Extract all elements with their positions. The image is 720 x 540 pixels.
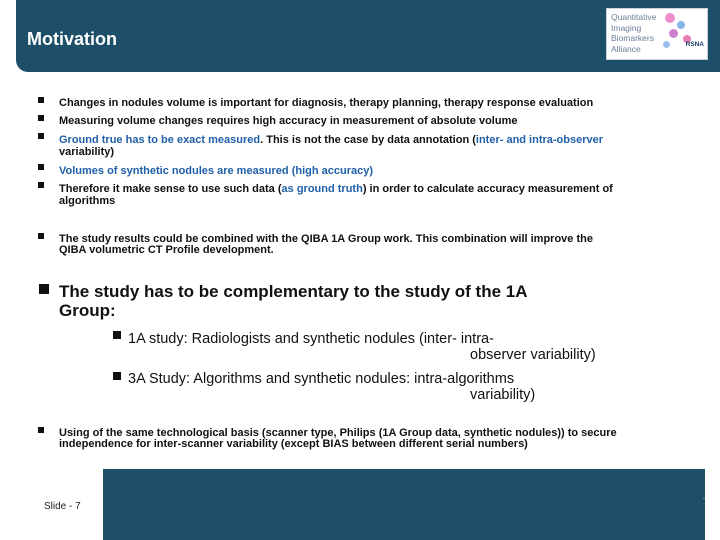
logo-dot-icon [677, 21, 685, 29]
bullet-text: Volumes of synthetic nodules are measured (high accuracy) [59, 165, 373, 177]
bullet-text-part: . This is not the case by data annotation ( [260, 134, 476, 146]
sub-point-text-continued: observer variability) [470, 347, 596, 363]
sub-bullet-marker [113, 372, 121, 380]
rsna-badge: RSNA [685, 41, 704, 48]
bullet-marker [38, 164, 44, 170]
observer-variability-emphasis: inter- and intra-observer [475, 134, 604, 146]
bullet-text-part: ) in order to calculate accuracy measurement of [362, 183, 613, 195]
bullet-text-continued: independence for inter-scanner variability (except BIAS between different serial numbers) [59, 438, 528, 450]
bullet-marker [38, 115, 44, 121]
bullet-text [59, 184, 613, 195]
main-point-text: The study has to be complementary to the study of the 1A [59, 282, 528, 301]
bullet-marker-large [39, 284, 49, 294]
ground-truth-emphasis: Ground true has to be exact measured [59, 134, 261, 146]
bullet-text [59, 135, 603, 146]
sub-point-text: 1A study: Radiologists and synthetic nodules (inter- intra- [128, 331, 494, 347]
bullet-text-continued: variability) [59, 146, 115, 158]
slide-number: Slide - 7 [44, 501, 81, 512]
sub-bullet-marker [113, 331, 121, 339]
logo-dot-icon [669, 29, 678, 38]
bullet-text-part: Therefore it make sense to use such data ( [59, 183, 282, 195]
logo-text: Quantitative Imaging Biomarkers Alliance [611, 12, 657, 54]
bullet-marker [38, 97, 44, 103]
bullet-marker [38, 427, 44, 433]
bullet-marker [38, 233, 44, 239]
sub-point-text: 3A Study: Algorithms and synthetic nodules: intra-algorithms [128, 371, 515, 387]
slide-title: Motivation [27, 29, 117, 49]
bullet-text: The study results could be combined with the QIBA 1A Group work. This combination will improve the [59, 233, 593, 245]
bullet-text-continued: QIBA volumetric CT Profile development. [59, 244, 274, 256]
footer-divider [703, 498, 705, 499]
bullet-text: Using of the same technological basis (scanner type, Philips (1A Group data, synthetic nodules)) to secure [59, 427, 617, 439]
footer-bar [103, 469, 705, 540]
bullet-marker [38, 133, 44, 139]
logo-dot-icon [665, 13, 675, 23]
logo-dot-icon [663, 41, 670, 48]
ground-truth-emphasis: as ground truth [281, 183, 363, 195]
sub-point-text-continued: variability) [470, 387, 536, 403]
bullet-text-continued: algorithms [59, 195, 116, 207]
main-point-text-continued: Group: [59, 301, 116, 320]
qiba-logo [606, 8, 708, 60]
bullet-text: Measuring volume changes requires high accuracy in measurement of absolute volume [59, 115, 518, 127]
bullet-text: Changes in nodules volume is important for diagnosis, therapy planning, therapy response evaluation [59, 97, 594, 109]
bullet-marker [38, 182, 44, 188]
